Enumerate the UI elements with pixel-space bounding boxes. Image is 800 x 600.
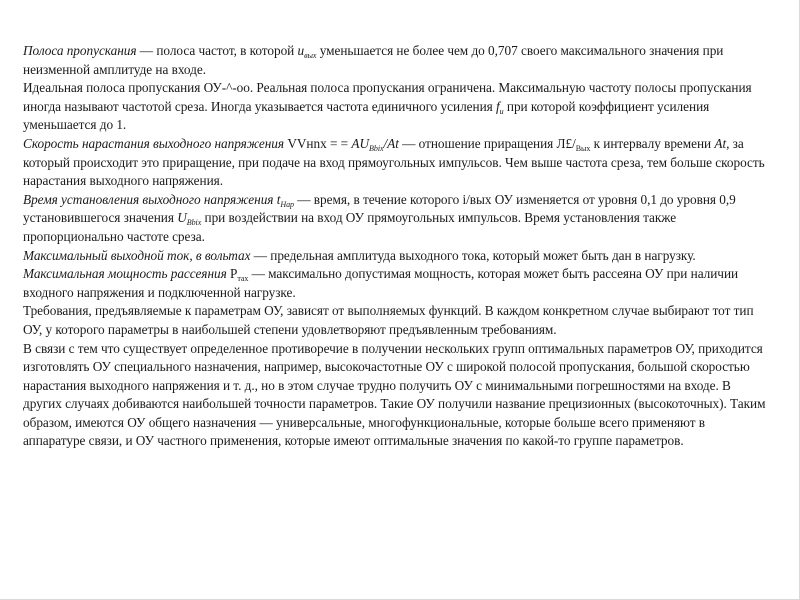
slew-text-b: — отношение приращения Л£/ bbox=[398, 135, 576, 151]
paragraph-oa-types bbox=[23, 340, 768, 452]
settling-var2-sub: Bbix bbox=[186, 218, 202, 228]
settling-var: t bbox=[276, 191, 281, 207]
slew-text-b-sub: Вых bbox=[575, 143, 591, 153]
bandwidth-var: u bbox=[297, 43, 305, 58]
slew-text-a: VVнnх = = bbox=[284, 135, 352, 151]
term-bandwidth: Полоса пропускания bbox=[23, 43, 137, 58]
slew-text-d: за который происходит это приращение, при подаче на вход прямоугольных импульсов. Чем выше частота среза, тем больше скорость нарастания выходного напряжения. bbox=[23, 135, 765, 189]
max-power-text-a-sub: тах bbox=[237, 274, 249, 284]
settling-text-a: — время, в течение которого i/вых ОУ изменяется от уровня 0,1 до уровня 0,9 установившегося значения bbox=[23, 191, 736, 226]
bandwidth-text-a: — полоса частот, в которой bbox=[136, 43, 298, 58]
ideal-text-b: при которой коэффициент усиления уменьшается до 1. bbox=[23, 98, 710, 133]
requirements-text: Требования, предъявляемые к параметрам ОУ, зависят от выполняемых функций. В каждом конкретном случае выбирают тот тип ОУ, у которого параметры в наибольшей степени удовлетворяют предъявленным требованиям. bbox=[23, 303, 754, 337]
paragraph-max-output-current bbox=[23, 247, 768, 266]
slew-formula-a-sub: Bbix bbox=[369, 143, 384, 153]
document-body bbox=[23, 42, 768, 451]
settling-var-sub: Нар bbox=[280, 199, 294, 209]
max-power-text-b: — максимально допустимая мощность, которая может быть рассеяна ОУ при наличии входного напряжения и подключенной нагрузке. bbox=[23, 266, 739, 300]
slew-formula-b: /At bbox=[383, 135, 399, 151]
term-settling-time: Время установления выходного напряжения bbox=[23, 191, 274, 207]
settling-text-b: при воздействии на вход ОУ прямоугольных импульсов. Время установления также пропорционально частоте среза. bbox=[23, 210, 677, 244]
ideal-var-sub: u bbox=[499, 106, 504, 116]
term-max-output-current: Максимальный выходной ток, в вольтах bbox=[23, 247, 251, 263]
ideal-var: f bbox=[496, 98, 500, 114]
paragraph-slew-rate bbox=[23, 135, 768, 191]
oa-types-text: В связи с тем что существует определенное противоречие в получении нескольких групп оптимальных параметров ОУ, приходится изготовлять ОУ специального назначения, например, высокочастотные ОУ с широкой полосой пропускания, большой скоростью нарастания выходного напряжения и т. д., но в этом случае трудно получить ОУ с минимальными погрешностями на входе. В других случаях добиваются наибольшей точности параметров. Такие ОУ получили название прецизионных (высокоточных). Таким образом, имеются ОУ общего назначения — универсальные, многофункциональные, которые больше всего применяют в аппаратуре связи, и ОУ частного применения, которые имеют оптимальные значения по какой-то группе параметров. bbox=[23, 340, 766, 449]
slew-text-c: к интервалу времени bbox=[590, 135, 715, 151]
slew-formula-c: At, bbox=[714, 135, 730, 151]
ideal-text-a: Идеальная полоса пропускания ОУ-^-оо. Реальная полоса пропускания ограничена. Максимальную частоту полосы пропускания иногда называют частотой среза. Иногда указывается частота единичного усиления bbox=[23, 80, 752, 114]
term-max-power: Максимальная мощность рассеяния bbox=[23, 266, 227, 282]
max-current-text: — предельная амплитуда выходного тока, который может быть дан в нагрузку. bbox=[250, 247, 696, 263]
paragraph-bandwidth bbox=[23, 42, 768, 79]
paragraph-max-power bbox=[23, 265, 768, 302]
paragraph-requirements bbox=[23, 302, 768, 339]
paragraph-settling-time bbox=[23, 191, 768, 247]
settling-var2: U bbox=[177, 210, 187, 226]
max-power-text-a: Р bbox=[226, 266, 238, 282]
bandwidth-text-b: уменьшается не более чем до 0,707 своего максимального значения при неизменной амплитуде на входе. bbox=[23, 43, 724, 77]
term-slew-rate: Скорость нарастания выходного напряжения bbox=[23, 135, 285, 151]
bandwidth-var-sub: вых bbox=[304, 51, 317, 60]
paragraph-ideal-bandwidth bbox=[23, 79, 768, 135]
slew-formula-a: AU bbox=[351, 135, 370, 151]
